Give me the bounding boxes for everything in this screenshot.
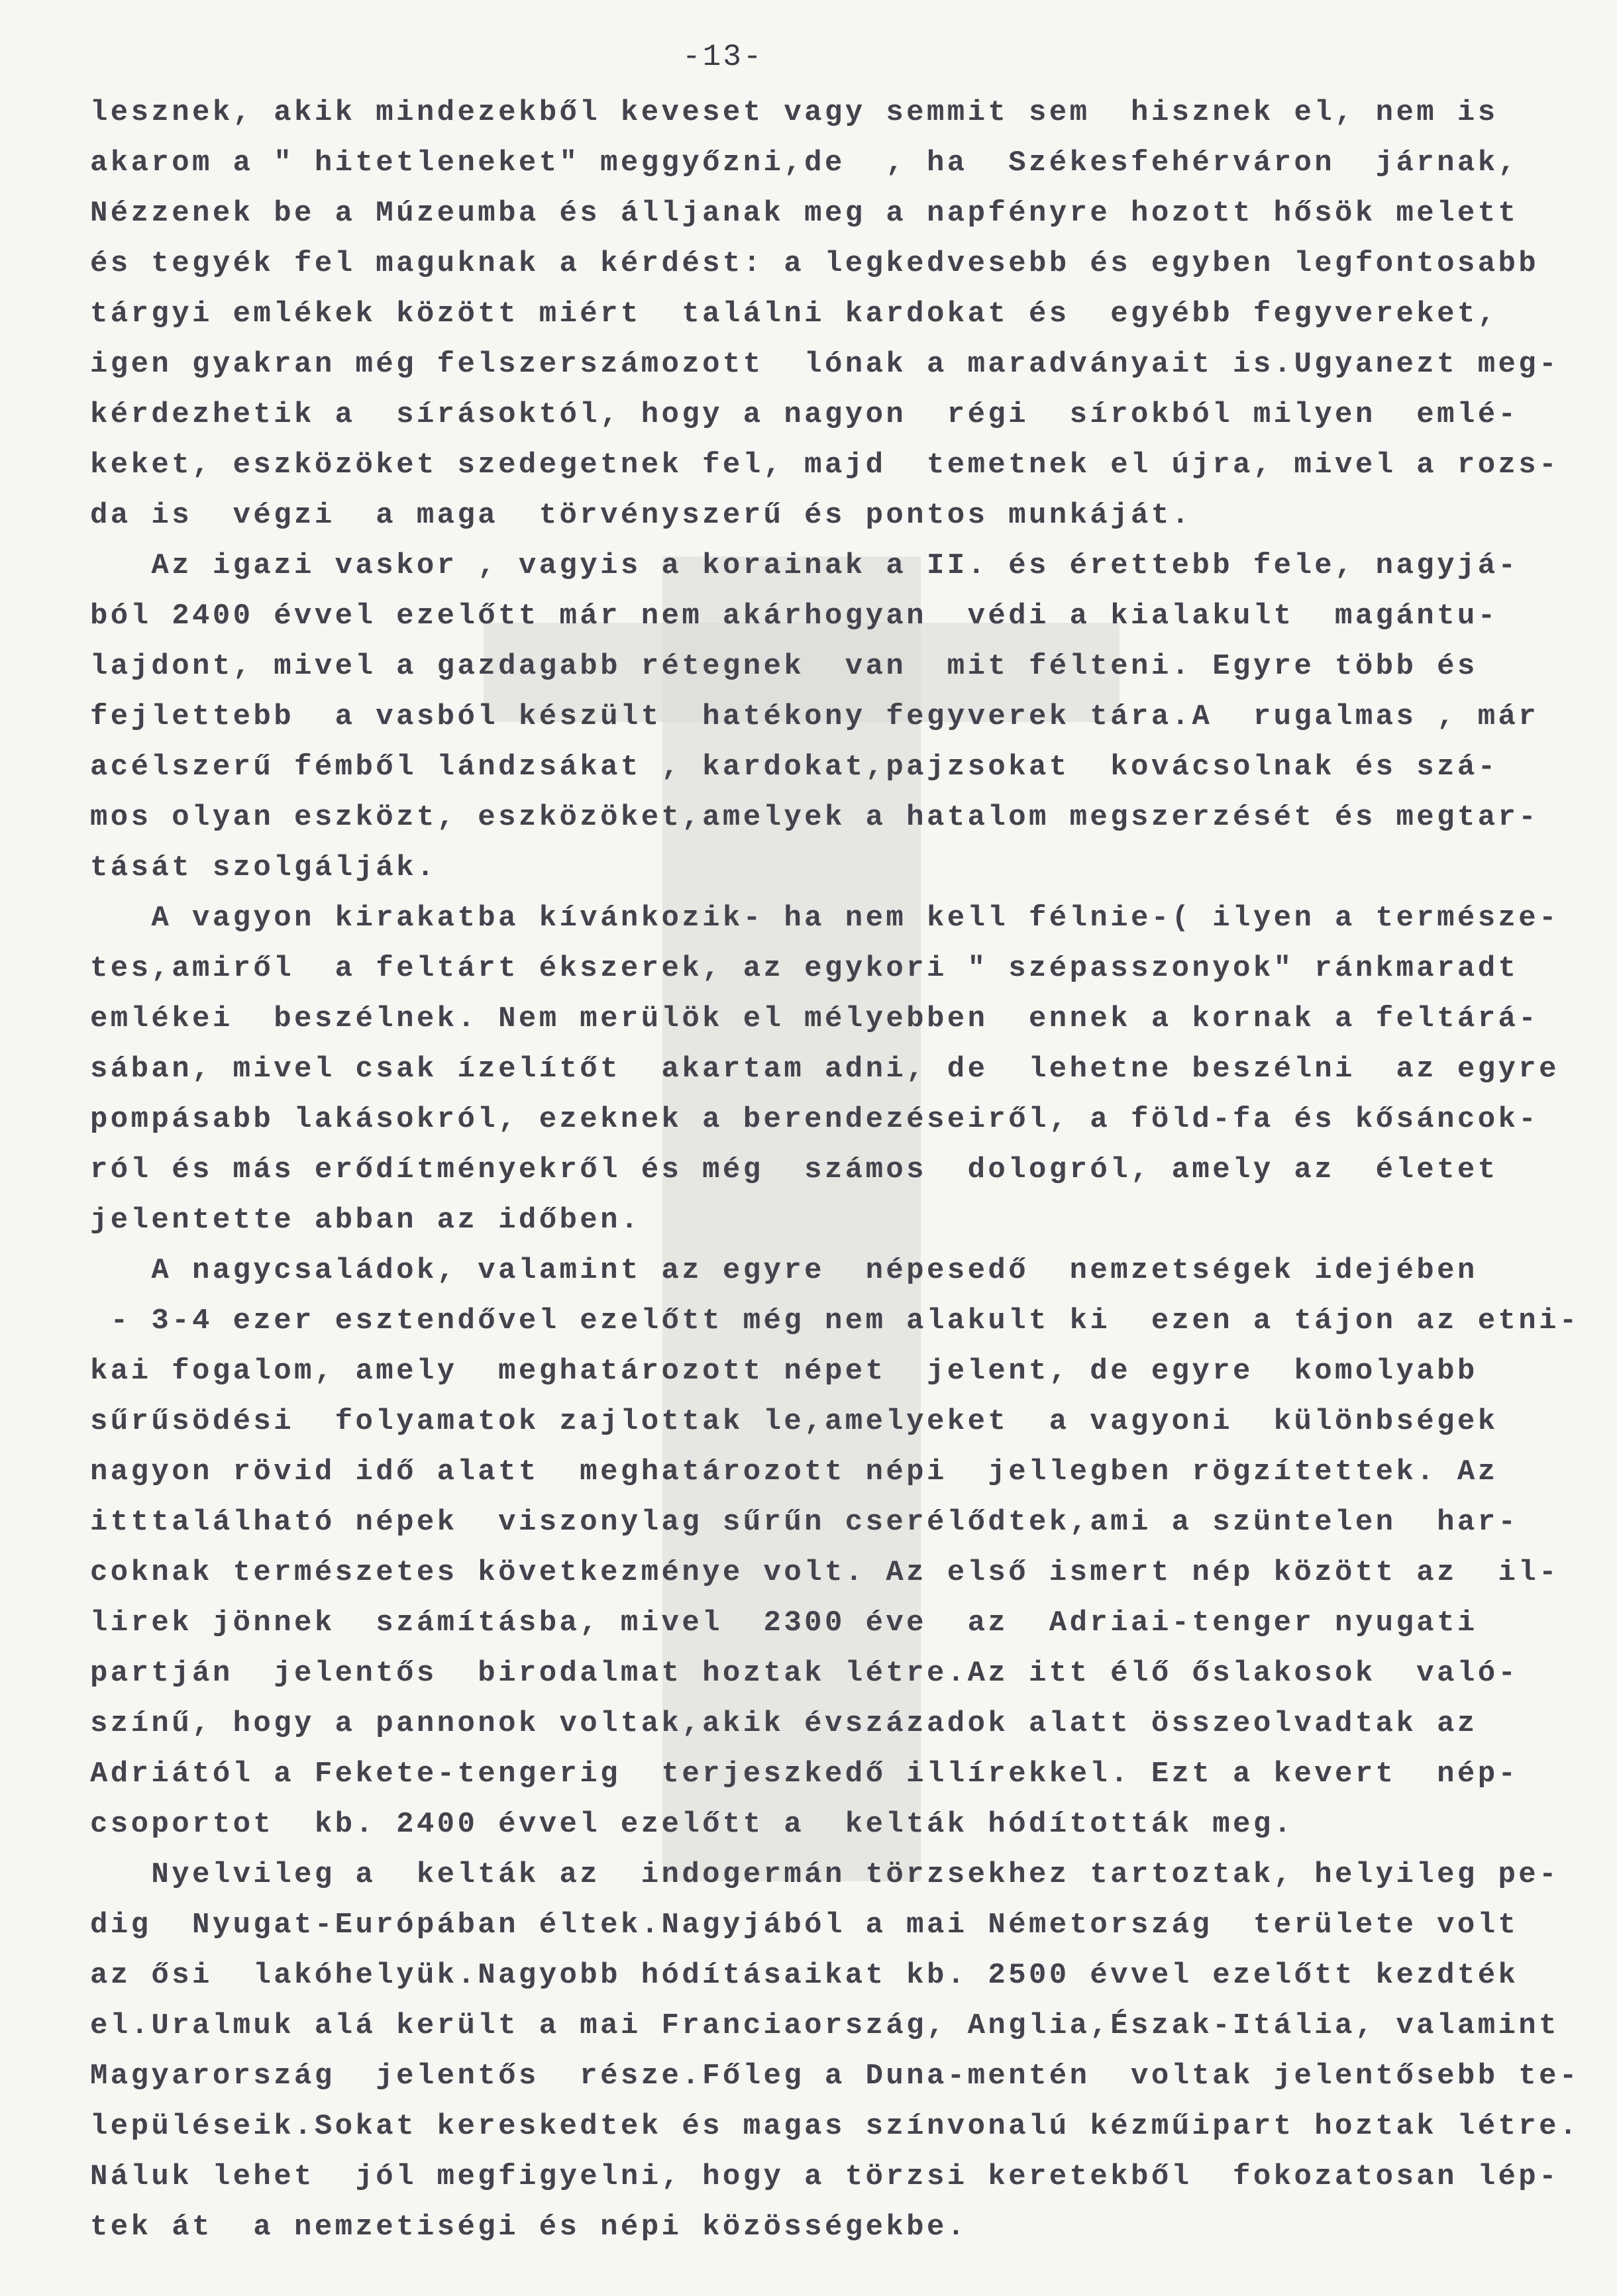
text-line: lirek jönnek számításba, mivel 2300 éve az Adriai-tenger nyugati: [90, 1606, 1478, 1640]
text-line: - 3-4 ezer esztendővel ezelőtt még nem alakult ki ezen a tájon az etni-: [90, 1304, 1580, 1337]
text-line: lesznek, akik mindezekből keveset vagy semmit sem hisznek el, nem is: [90, 96, 1498, 129]
text-line: Az igazi vaskor , vagyis a korainak a II. és érettebb fele, nagyjá-: [90, 549, 1519, 582]
text-line: tárgyi emlékek között miért találni kardokat és egyébb fegyvereket,: [90, 297, 1498, 331]
text-line: el.Uralmuk alá került a mai Franciaország, Anglia,Észak-Itália, valamint: [90, 2009, 1559, 2042]
text-line: az ősi lakóhelyük.Nagyobb hódításaikat kb. 2500 évvel ezelőtt kezdték: [90, 1959, 1519, 1992]
text-line: Adriától a Fekete-tengerig terjeszkedő illírekkel. Ezt a kevert nép-: [90, 1757, 1519, 1791]
text-line: mos olyan eszközt, eszközöket,amelyek a hatalom megszerzését és megtar-: [90, 801, 1539, 834]
text-line: tes,amiről a feltárt ékszerek, az egykori " szépasszonyok" ránkmaradt: [90, 952, 1519, 985]
text-line: jelentette abban az időben.: [90, 1204, 641, 1237]
text-line: Magyarország jelentős része.Főleg a Duna-mentén voltak jelentősebb te-: [90, 2060, 1580, 2093]
text-line: partján jelentős birodalmat hoztak létre.Az itt élő őslakosok való-: [90, 1657, 1519, 1690]
text-line: keket, eszközöket szedegetnek fel, majd temetnek el újra, mivel a rozs-: [90, 448, 1559, 482]
text-line: lepüléseik.Sokat kereskedtek és magas színvonalú kézműipart hoztak létre.: [90, 2110, 1580, 2143]
text-line: ról és más erődítményekről és még számos dologról, amely az életet: [90, 1153, 1498, 1186]
text-line: színű, hogy a pannonok voltak,akik évszázadok alatt összeolvadtak az: [90, 1707, 1478, 1740]
page-number: -13-: [682, 40, 764, 74]
text-line: pompásabb lakásokról, ezeknek a berendezéseiről, a föld-fa és kősáncok-: [90, 1103, 1539, 1136]
text-line: A nagycsaládok, valamint az egyre népesedő nemzetségek idejében: [90, 1254, 1478, 1287]
text-line: da is végzi a maga törvényszerű és pontos munkáját.: [90, 499, 1192, 532]
text-line: sában, mivel csak ízelítőt akartam adni, de lehetne beszélni az egyre: [90, 1053, 1559, 1086]
text-line: sűrűsödési folyamatok zajlottak le,amelyeket a vagyoni különbségek: [90, 1405, 1498, 1438]
text-line: fejlettebb a vasból készült hatékony fegyverek tára.A rugalmas , már: [90, 700, 1539, 733]
text-line: akarom a " hitetleneket" meggyőzni,de , ha Székesfehérváron járnak,: [90, 146, 1519, 180]
text-line: csoportot kb. 2400 évvel ezelőtt a kelták hódították meg.: [90, 1808, 1294, 1841]
body-text: [90, 87, 1580, 2252]
text-line: emlékei beszélnek. Nem merülök el mélyebben ennek a kornak a feltárá-: [90, 1002, 1539, 1035]
text-line: kérdezhetik a sírásoktól, hogy a nagyon régi sírokból milyen emlé-: [90, 398, 1519, 431]
text-line: Nézzenek be a Múzeumba és álljanak meg a napfényre hozott hősök melett: [90, 197, 1519, 230]
text-line: igen gyakran még felszerszámozott lónak a maradványait is.Ugyanezt meg-: [90, 348, 1559, 381]
text-line: itttalálható népek viszonylag sűrűn cserélődtek,ami a szüntelen har-: [90, 1506, 1519, 1539]
text-line: A vagyon kirakatba kívánkozik- ha nem kell félnie-( ilyen a természe-: [90, 902, 1559, 935]
text-line: dig Nyugat-Európában éltek.Nagyjából a mai Németország területe volt: [90, 1908, 1519, 1942]
text-line: nagyon rövid idő alatt meghatározott népi jellegben rögzítettek. Az: [90, 1455, 1498, 1488]
text-line: Náluk lehet jól megfigyelni, hogy a törzsi keretekből fokozatosan lép-: [90, 2160, 1559, 2193]
text-line: kai fogalom, amely meghatározott népet jelent, de egyre komolyabb: [90, 1355, 1478, 1388]
text-line: coknak természetes következménye volt. Az első ismert nép között az il-: [90, 1556, 1559, 1589]
text-line: lajdont, mivel a gazdagabb rétegnek van mit félteni. Egyre több és: [90, 650, 1478, 683]
text-line: ból 2400 évvel ezelőtt már nem akárhogyan védi a kialakult magántu-: [90, 600, 1498, 633]
text-line: és tegyék fel maguknak a kérdést: a legkedvesebb és egyben legfontosabb: [90, 247, 1539, 280]
text-line: Nyelvileg a kelták az indogermán törzsekhez tartoztak, helyileg pe-: [90, 1858, 1559, 1891]
text-line: tását szolgálják.: [90, 851, 437, 884]
text-line: acélszerű fémből lándzsákat , kardokat,pajzsokat kovácsolnak és szá-: [90, 751, 1498, 784]
text-line: tek át a nemzetiségi és népi közösségekbe.: [90, 2211, 968, 2244]
